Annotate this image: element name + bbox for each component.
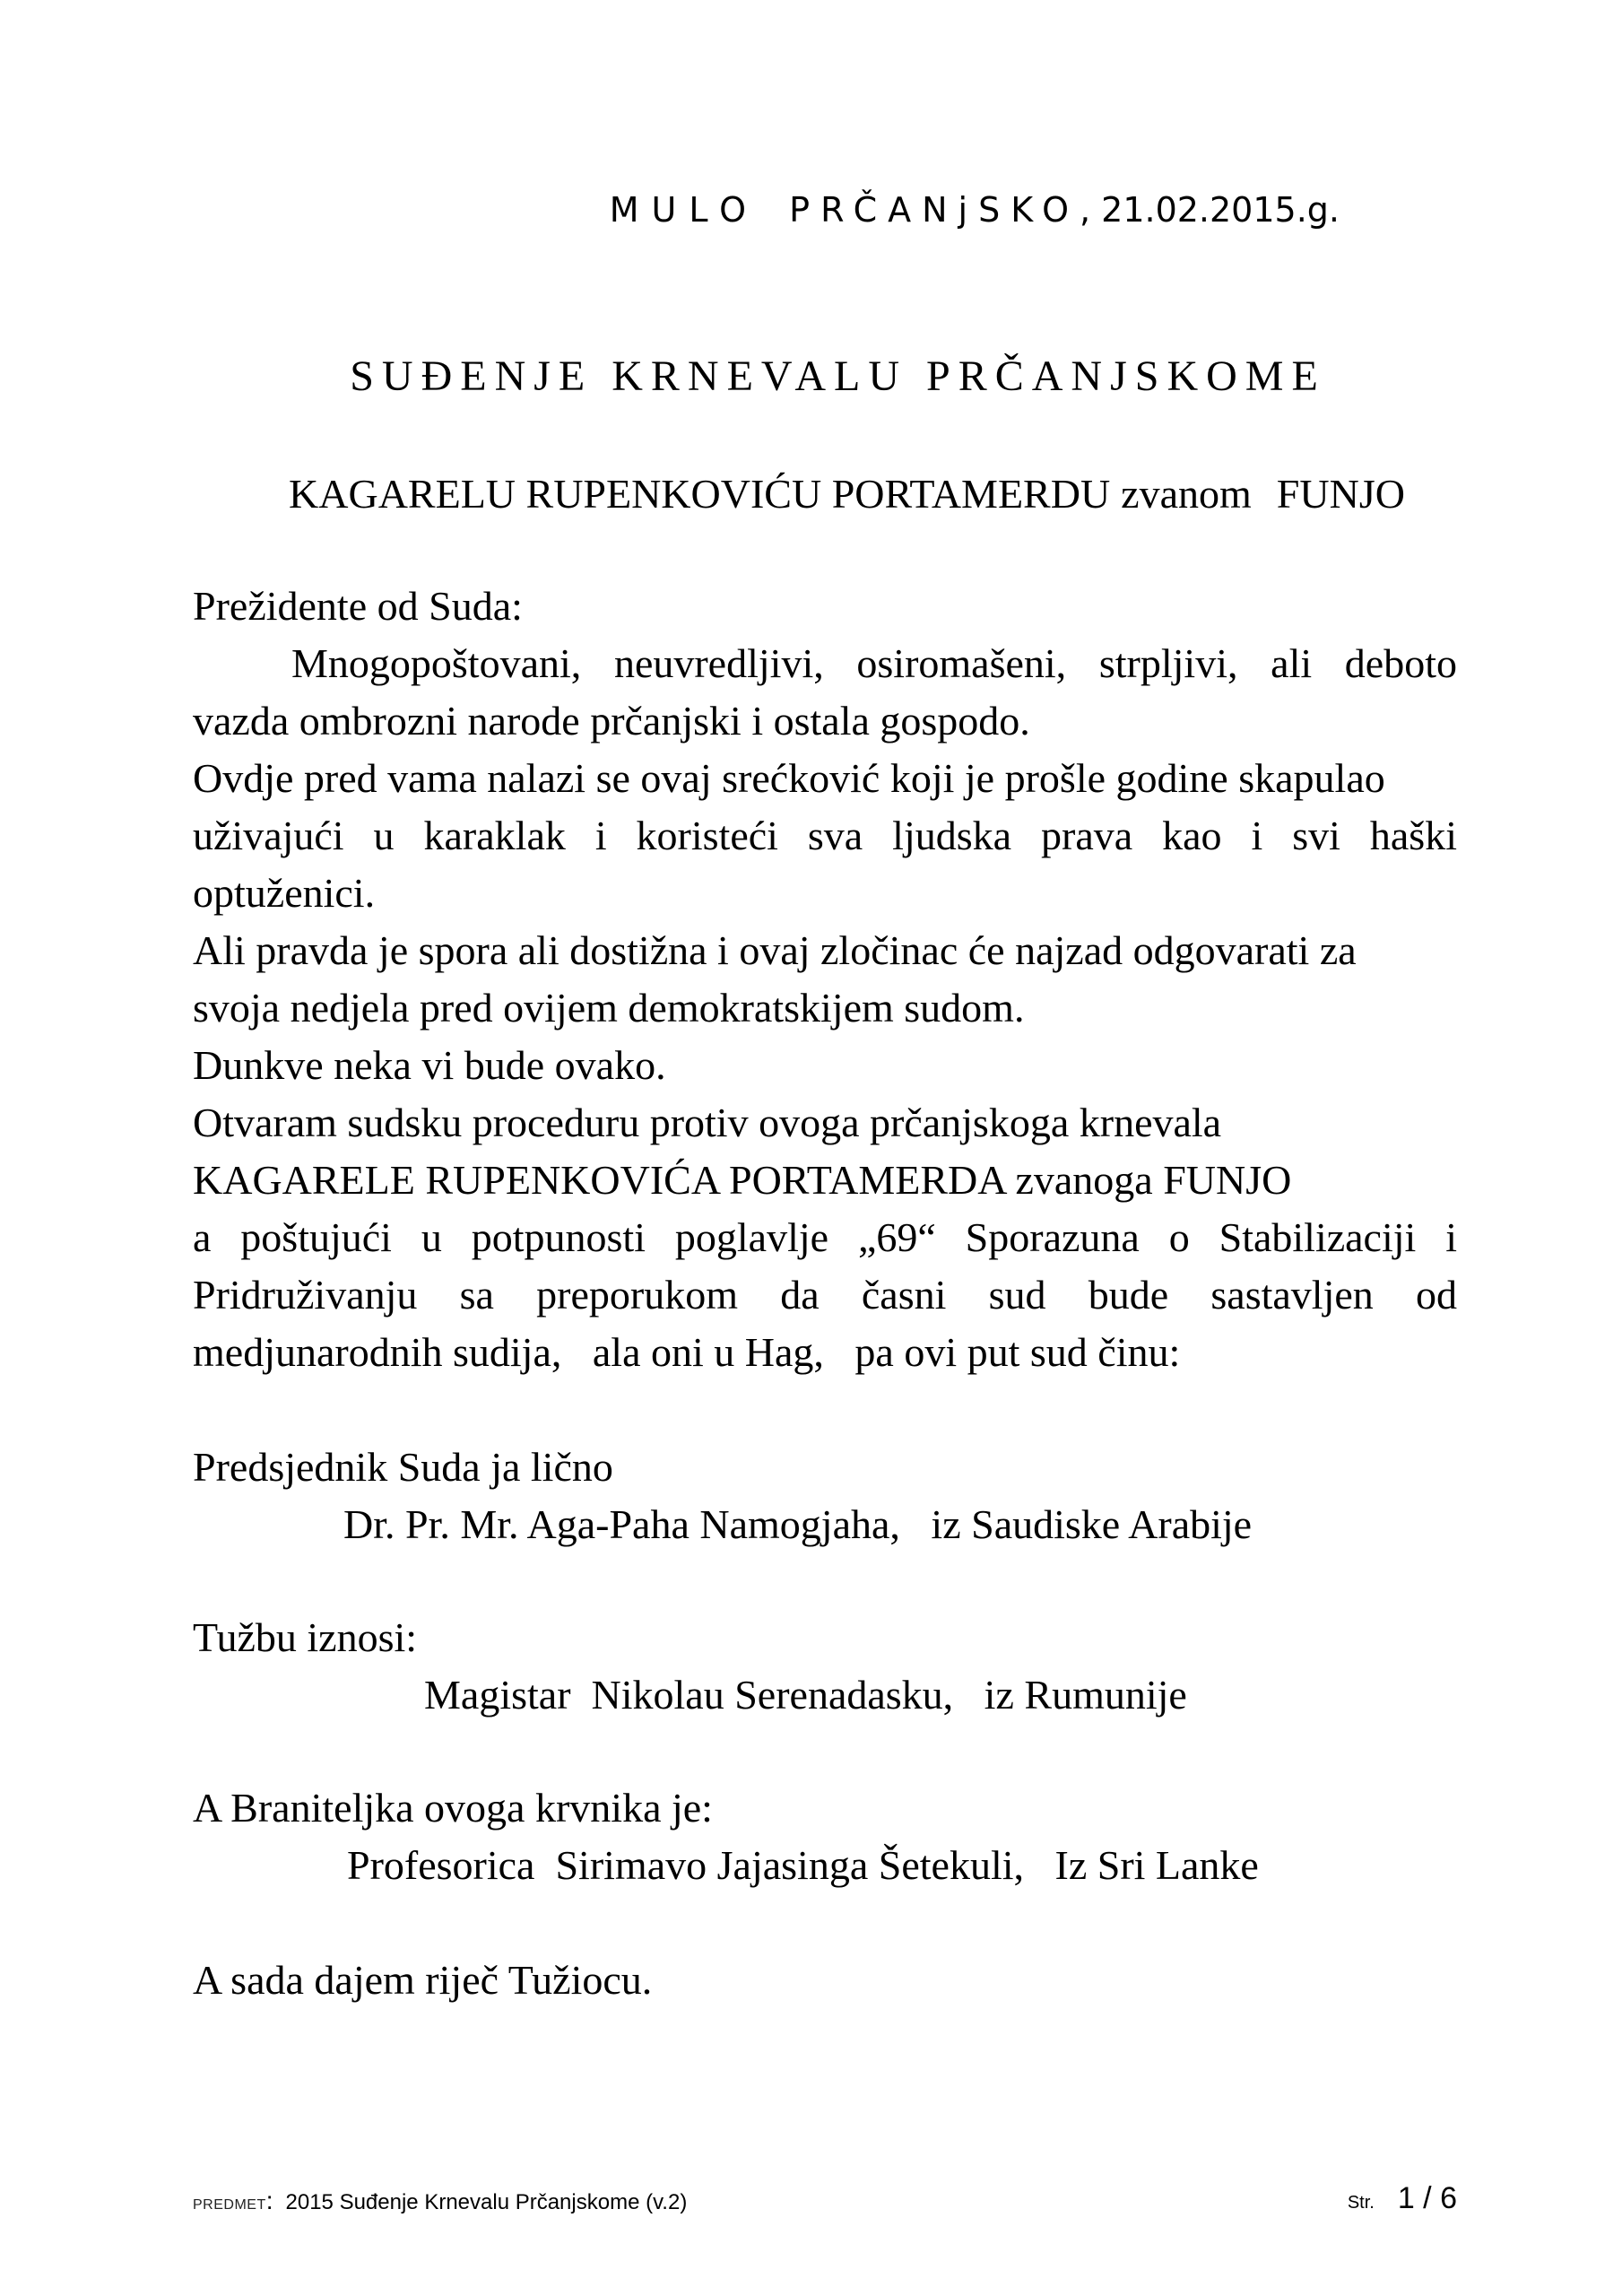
speech-line: svoja nedjela pred ovijem demokratskijem sudom. bbox=[193, 985, 1025, 1031]
speech-line: Otvaram sudsku proceduru protiv ovoga prčanjskoga krnevala bbox=[193, 1100, 1222, 1145]
speech-line: vazda ombrozni narode prčanjski i ostala gospodo. bbox=[193, 698, 1030, 744]
page-label: Str. bbox=[1347, 2193, 1375, 2213]
prosecutor-block bbox=[193, 1609, 1457, 1724]
defendant-name: KAGARELU RUPENKOVIĆU PORTAMERDU bbox=[289, 471, 1111, 517]
page-number: 1 / 6 bbox=[1397, 2181, 1457, 2215]
place-name-part-1: MULO bbox=[609, 190, 759, 230]
speech-line: Ovdje pred vama nalazi se ovaj srećković koji je prošle godine skapulao bbox=[193, 755, 1385, 801]
speech-line: Pridruživanju sa preporukom da časni sud bude sastavljen od bbox=[193, 1272, 1457, 1318]
speech-line: Ali pravda je spora ali dostižna i ovaj zločinac će najzad odgovarati za bbox=[193, 927, 1357, 973]
speech-line: KAGARELE RUPENKOVIĆA PORTAMERDA zvanoga FUNJO bbox=[193, 1157, 1292, 1203]
document-title: SUĐENJE KRNEVALU PRČANJSKOME bbox=[350, 352, 1326, 400]
page-footer bbox=[193, 2181, 1457, 2215]
date: , 21.02.2015.g. bbox=[1079, 190, 1340, 230]
speech-line: Mnogopoštovani, neuvredljivi, osiromašeni, strpljivi, ali deboto bbox=[291, 640, 1457, 686]
speech-line: optuženici. bbox=[193, 870, 376, 916]
prosecutor-name: Magistar Nikolau Serenadasku, iz Rumunije bbox=[424, 1672, 1187, 1718]
president-name: Dr. Pr. Mr. Aga-Paha Namogjaha, iz Saudiske Arabije bbox=[343, 1501, 1253, 1547]
speech-block bbox=[193, 578, 1457, 1381]
place-date-header bbox=[610, 190, 1340, 230]
court-composition bbox=[193, 1439, 1457, 1553]
defendant-nickname: FUNJO bbox=[1276, 471, 1405, 517]
nickname-prefix: zvanom bbox=[1121, 471, 1252, 517]
defense-name: Profesorica Sirimavo Jajasinga Šetekuli, Iz Sri Lanke bbox=[347, 1842, 1259, 1888]
closing-block bbox=[193, 1952, 1457, 2009]
president-label: Predsjednik Suda ja lično bbox=[193, 1444, 613, 1490]
page-indicator bbox=[1348, 2181, 1457, 2216]
speech-line: Dunkve neka vi bude ovako. bbox=[193, 1042, 666, 1088]
closing-statement: A sada dajem riječ Tužiocu. bbox=[193, 1957, 653, 2003]
speech-line: uživajući u karaklak i koristeći sva ljudska prava kao i svi haški bbox=[193, 813, 1457, 858]
subject-colon: : bbox=[265, 2187, 273, 2214]
speech-line: a poštujući u potpunosti poglavlje „69“ Sporazuna o Stabilizaciji i bbox=[193, 1214, 1457, 1260]
speaker-label: Prežidente od Suda: bbox=[193, 583, 523, 629]
document-subtitle bbox=[0, 470, 1622, 517]
subject-label: PREDMET bbox=[193, 2197, 266, 2213]
prosecutor-label: Tužbu iznosi: bbox=[193, 1614, 418, 1660]
document-subject: 2015 Suđenje Krnevalu Prčanjskome (v.2) bbox=[285, 2190, 688, 2214]
defense-block bbox=[193, 1779, 1457, 1894]
defense-label: A Braniteljka ovoga krvnika je: bbox=[193, 1785, 713, 1831]
speech-line: medjunarodnih sudija, ala oni u Hag, pa ovi put sud činu: bbox=[193, 1329, 1181, 1375]
place-name-part-2: PRČANjSKO bbox=[789, 190, 1080, 230]
